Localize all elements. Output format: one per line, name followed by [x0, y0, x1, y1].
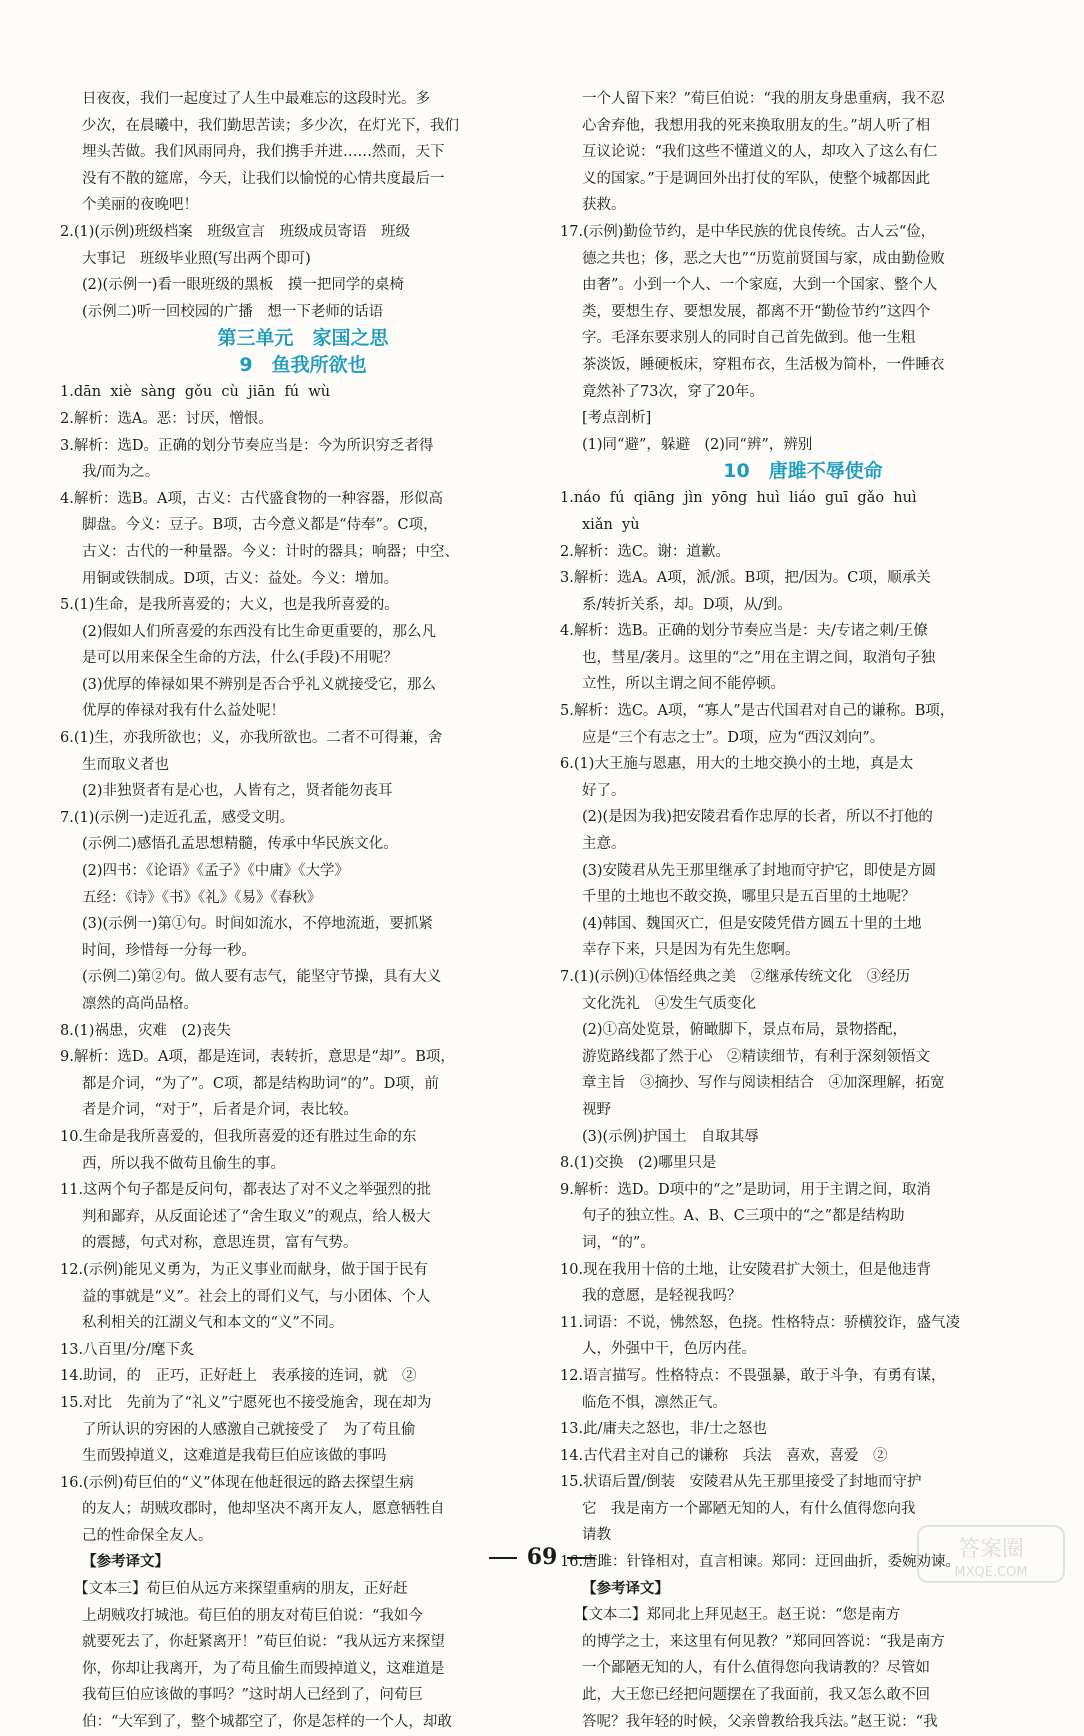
answer-line: (3)优厚的俸禄如果不辨别是否合乎礼义就接受它，那么: [82, 676, 437, 693]
answer-line: 12.语言描写。性格特点：不畏强暴，敢于斗争，有勇有谋，: [560, 1367, 946, 1384]
answer-line: [考点剖析]: [582, 410, 652, 427]
svg-text:MXQE.COM: MXQE.COM: [954, 1565, 1028, 1580]
answer-line: 优厚的俸禄对我有什么益处呢！: [82, 703, 285, 720]
answer-line: 10.生命是我所喜爱的，但我所喜爱的还有胜过生命的东: [60, 1128, 417, 1145]
answer-line: 3.解析：选D。正确的划分节奏应当是：今为所识穷乏者得: [60, 437, 434, 454]
answer-line: 1.náo fú qiāng jìn yōng huì liáo guī gǎo huì: [560, 490, 917, 507]
page-number: 69: [526, 1544, 558, 1570]
answer-line: 生而取义者也: [82, 756, 169, 773]
answer-line: 伯：“大军到了，整个城都空了，你是怎样的一个人，却敢: [82, 1714, 452, 1731]
answer-line: 文化洗礼 ④发生气质变化: [582, 995, 756, 1012]
answer-line: (示例二)听一回校园的广播 想一下老师的话语: [82, 303, 384, 320]
answer-line: 8.(1)交换 (2)哪里只是: [560, 1155, 717, 1172]
answer-line: 个美丽的夜晚吧！: [82, 197, 198, 214]
answer-line: 6.(1)生，亦我所欲也；义，亦我所欲也。二者不可得兼，舍: [60, 730, 443, 747]
answer-line: 11.这两个句子都是反问句，都表达了对不义之举强烈的批: [60, 1182, 432, 1199]
answer-line: 千里的土地也不敢交换，哪里只是五百里的土地呢？: [582, 889, 916, 906]
answer-line: 心舍弃他，我想用我的死来换取朋友的生。”胡人听了相: [582, 117, 931, 134]
answer-line: 2.解析：选C。谢：道歉。: [560, 543, 730, 560]
answer-line: 互议论说：“我们这些不懂道义的人，却攻入了这么有仁: [582, 144, 938, 161]
answer-line: (4)韩国、魏国灭亡，但是安陵凭借方圆五十里的土地: [582, 915, 922, 932]
answer-line: 就要死去了，你赶紧离开！”荀巨伯说：“我从远方来探望: [82, 1634, 445, 1651]
answer-line: 11.词语：不说，怫然怒，色挠。性格特点：骄横狡诈，盛气凌: [560, 1314, 961, 1331]
footer-dash-right: [567, 1557, 595, 1559]
answer-line: 埋头苦做。我们风雨同舟，我们携手并进……然而，天下: [82, 144, 445, 161]
answer-line: 的博学之士，来这里有何见教？”郑同回答说：“我是南方: [582, 1633, 945, 1650]
answer-line: 应是“三个有志之士”。D项，应为“西汉刘向”。: [582, 729, 885, 746]
answer-line: 茶淡饭，睡硬板床，穿粗布衣，生活极为简朴，一件睡衣: [582, 356, 945, 373]
answer-line: 16.唐雎：针锋相对，直言相谏。郑同：迂回曲折，委婉劝谏。: [560, 1554, 961, 1571]
answer-line: 7.(1)(示例)①体悟经典之美 ②继承传统文化 ③经历: [560, 969, 911, 985]
answer-line: 词，“的”。: [582, 1234, 655, 1251]
answer-line: (2)非独贤者有是心也，人皆有之，贤者能勿丧耳: [82, 783, 393, 800]
watermark-logo: [916, 1522, 1066, 1586]
answer-line: 由奢”。小到一个人、一个家庭，大到一个国家、整个人: [582, 277, 938, 294]
section-heading: 9 鱼我所欲也: [239, 354, 367, 377]
answer-line: 时间，珍惜每一分每一秒。: [82, 942, 256, 959]
answer-line: 系/转折关系，却。D项，从/到。: [582, 596, 792, 613]
answer-line: 【文本二】郑同北上拜见赵王。赵王说：“您是南方: [574, 1607, 901, 1624]
answer-line: 大事记 班级毕业照(写出两个即可): [82, 250, 311, 267]
answer-line: 13.此/庸夫之怒也，非/士之怒也: [560, 1421, 767, 1438]
answer-line: (示例二)第②句。做人要有志气，能坚守节操，具有大义: [82, 969, 442, 986]
answer-line: 此，大王您已经把问题摆在了我面前，我又怎么敢不回: [582, 1687, 930, 1704]
answer-line: xiǎn yù: [582, 516, 640, 533]
answer-line: 生而毁掉道义，这难道是我荀巨伯应该做的事吗: [82, 1448, 387, 1465]
answer-line: 12.(示例)能见义勇为，为正义事业而献身，做于国于民有: [60, 1261, 428, 1278]
answer-line: 5.解析：选C。A项，“寡人”是古代国君对自己的谦称。B项，: [560, 703, 955, 720]
answer-line: (2)(示例一)看一眼班级的黑板 摸一把同学的桌椅: [82, 277, 404, 294]
answer-line: 都是介词，“为了”。C项，都是结构助词“的”。D项，前: [82, 1075, 439, 1092]
answer-line: 益的事就是“义”。社会上的哥们义气，与小团体、个人: [82, 1288, 431, 1305]
answer-line: 用铜或铁制成。D项，古义：益处。今义：增加。: [82, 570, 399, 587]
answer-line: (示例二)感悟孔孟思想精髓，传承中华民族文化。: [82, 836, 398, 853]
answer-line: 人，外强中干，色厉内荏。: [582, 1341, 756, 1358]
answer-line: (2)(是因为我)把安陵君看作忠厚的长者，所以不打他的: [582, 809, 933, 826]
answer-line: 2.(1)(示例)班级档案 班级宣言 班级成员寄语 班级: [60, 223, 411, 240]
answer-line: 西，所以我不做苟且偷生的事。: [82, 1155, 285, 1172]
right-column: [560, 86, 1046, 1735]
answer-line: (1)同“避”，躲避 (2)同“辨”，辨别: [582, 436, 813, 453]
answer-line: 上胡贼攻打城池。荀巨伯的朋友对荀巨伯说：“我如今: [82, 1607, 423, 1624]
answer-line: 的震撼，句式对称，意思连贯，富有气势。: [82, 1235, 358, 1252]
answer-line: 好了。: [582, 782, 626, 799]
answer-line: 五经：《诗》《书》《礼》《易》《春秋》: [82, 889, 322, 906]
answer-line: 一个鄙陋无知的人，有什么值得您向我请教的？尽管如: [582, 1660, 930, 1677]
answer-line: 立性，所以主谓之间不能停顿。: [582, 676, 785, 693]
answer-line: 【参考译文】: [82, 1553, 169, 1571]
answer-line: 句子的独立性。A、B、C三项中的“之”都是结构助: [582, 1208, 905, 1225]
answer-line: 游览路线都了然于心 ②精读细节，有利于深刻领悟文: [582, 1048, 930, 1065]
answer-line: (3)安陵君从先王那里继承了封地而守护它，即使是方圆: [582, 862, 937, 879]
answer-line: 17.(示例)勤俭节约，是中华民族的优良传统。古人云“俭，: [560, 223, 936, 240]
footer-dash-left: [489, 1557, 517, 1559]
answer-line: 古义：古代的一种量器。今义：计时的器具；响器；中空、: [82, 543, 459, 560]
answer-line: 我荀巨伯应该做的事吗？”这时胡人已经到了，问荀巨: [82, 1687, 423, 1704]
answer-line: 9.解析：选D。D项中的“之”是助词，用于主谓之间，取消: [560, 1181, 931, 1198]
answer-line: 竟然补了73次，穿了20年。: [582, 383, 764, 400]
answer-line: 也，彗星/袭月。这里的“之”用在主谓之间，取消句子独: [582, 649, 936, 666]
answer-line: 判和鄙弃，从反面论述了“舍生取义”的观点，给人极大: [82, 1208, 431, 1225]
answer-line: 义的国家。”于是调回外出打仗的军队，使整个城都因此: [582, 170, 931, 187]
answer-line: 14.助词，的 正巧，正好赶上 表承接的连词，就 ②: [60, 1368, 417, 1385]
answer-line: 13.八百里/分/麾下炙: [60, 1341, 195, 1358]
answer-line: 者是介词，“对于”，后者是介词，表比较。: [82, 1102, 358, 1119]
answer-line: 章主旨 ③摘抄、写作与阅读相结合 ④加深理解，拓宽: [582, 1075, 945, 1092]
answer-line: (2)四书：《论语》《孟子》《中庸》《大学》: [82, 863, 350, 880]
answer-line: 日夜夜，我们一起度过了人生中最难忘的这段时光。多: [82, 91, 430, 107]
answer-line: 类，要想生存、要想发展，都离不开“勤俭节约”这四个: [582, 303, 931, 320]
answer-line: 一个人留下来？”荀巨伯说：“我的朋友身患重病，我不忍: [582, 91, 945, 107]
answer-line: 答呢？我年轻的时候，父亲曾教给我兵法。”赵王说：“我: [582, 1713, 938, 1730]
answer-line: 你，你却让我离开，为了苟且偷生而毁掉道义，这难道是: [82, 1660, 445, 1677]
answer-line: 14.古代君主对自己的谦称 兵法 喜欢，喜爱 ②: [560, 1447, 888, 1464]
answer-line: 16.(示例)荀巨伯的“义”体现在他赶很远的路去探望生病: [60, 1474, 414, 1491]
answer-line: (2)假如人们所喜爱的东西没有比生命更重要的，那么凡: [82, 623, 437, 640]
answer-line: 主意。: [582, 836, 626, 853]
answer-line: 凛然的高尚品格。: [82, 996, 198, 1012]
answer-line: (3)(示例)护国土 自取其辱: [582, 1128, 759, 1145]
section-heading: 10 唐雎不辱使命: [723, 460, 883, 483]
section-heading: 第三单元 家国之思: [217, 327, 389, 350]
answer-line: 6.(1)大王施与恩惠，用大的土地交换小的土地，真是太: [560, 756, 914, 773]
answer-line: 15.状语后置/倒装 安陵君从先王那里接受了封地而守护: [560, 1474, 922, 1491]
answer-line: 了所认识的穷困的人感激自己就接受了 为了苟且偷: [82, 1421, 416, 1438]
answer-line: 视野: [582, 1101, 611, 1118]
svg-text:答案圈: 答案圈: [957, 1537, 1025, 1562]
answer-line: 获救。: [582, 197, 626, 214]
answer-line: 请教: [582, 1527, 611, 1544]
answer-line: 德之共也；侈，恶之大也”“历览前贤国与家，成由勤俭败: [582, 250, 945, 267]
answer-line: 3.解析：选A。A项，派/派。B项，把/因为。C项，顺承关: [560, 570, 931, 587]
answer-line: 7.(1)(示例一)走近孔孟，感受文明。: [60, 809, 295, 826]
answer-line: 的友人；胡贼攻郡时，他却坚决不离开友人，愿意牺牲自: [82, 1501, 445, 1518]
answer-line: 【参考译文】: [582, 1579, 669, 1597]
answer-line: 5.(1)生命，是我所喜爱的；大义，也是我所喜爱的。: [60, 597, 399, 614]
answer-line: 我/而为之。: [82, 464, 160, 481]
answer-line: 8.(1)祸患，灾难 (2)丧失: [60, 1022, 231, 1039]
answer-line: (3)(示例一)第①句。时间如流水，不停地流逝，要抓紧: [82, 916, 433, 933]
answer-line: 我的意愿，是轻视我吗？: [582, 1288, 742, 1305]
answer-line: 脚盘。今义：豆子。B项，古今意义都是“侍奉”。C项，: [82, 517, 438, 534]
answer-line: 己的性命保全友人。: [82, 1527, 213, 1544]
answer-line: 4.解析：选B。正确的划分节奏应当是：夫/专诸之刺/王僚: [560, 623, 928, 640]
answer-line: 没有不散的筵席，今天，让我们以愉悦的心情共度最后一: [82, 170, 445, 187]
answer-line: 15.对比 先前为了“礼义”宁愿死也不接受施舍，现在却为: [60, 1394, 432, 1411]
left-column: [60, 86, 546, 1736]
answer-line: 2.解析：选A。恶：讨厌，憎恨。: [60, 410, 273, 427]
answer-line: 【文本三】荀巨伯从远方来探望重病的朋友，正好赶: [74, 1581, 408, 1598]
answer-line: 幸存下来，只是因为有先生您啊。: [582, 942, 800, 959]
answer-line: 它 我是南方一个鄙陋无知的人，有什么值得您向我: [582, 1500, 916, 1517]
answer-line: 字。毛泽东要求别人的同时自己首先做到。他一生粗: [582, 330, 916, 347]
answer-line: 是可以用来保全生命的方法，什么(手段)不用呢？: [82, 650, 398, 667]
answer-line: 少次，在晨曦中，我们勤思苦读；多少次，在灯光下，我们: [82, 117, 459, 134]
answer-line: (2)①高处览景，俯瞰脚下，景点布局，景物搭配，: [582, 1022, 908, 1039]
answer-line: 1.dān xiè sàng gǒu cù jiān fú wù: [60, 384, 331, 401]
answer-line: 9.解析：选D。A项，都是连词，表转折，意思是“却”。B项，: [60, 1049, 455, 1066]
answer-line: 临危不惧，凛然正气。: [582, 1394, 727, 1411]
answer-line: 4.解析：选B。A项，古义：古代盛食物的一种容器，形似高: [60, 490, 443, 507]
answer-line: 私利相关的江湖义气和本文的“义”不同。: [82, 1315, 344, 1332]
answer-line: 10.现在我用十倍的土地，让安陵君扩大领土，但是他违背: [560, 1261, 932, 1278]
